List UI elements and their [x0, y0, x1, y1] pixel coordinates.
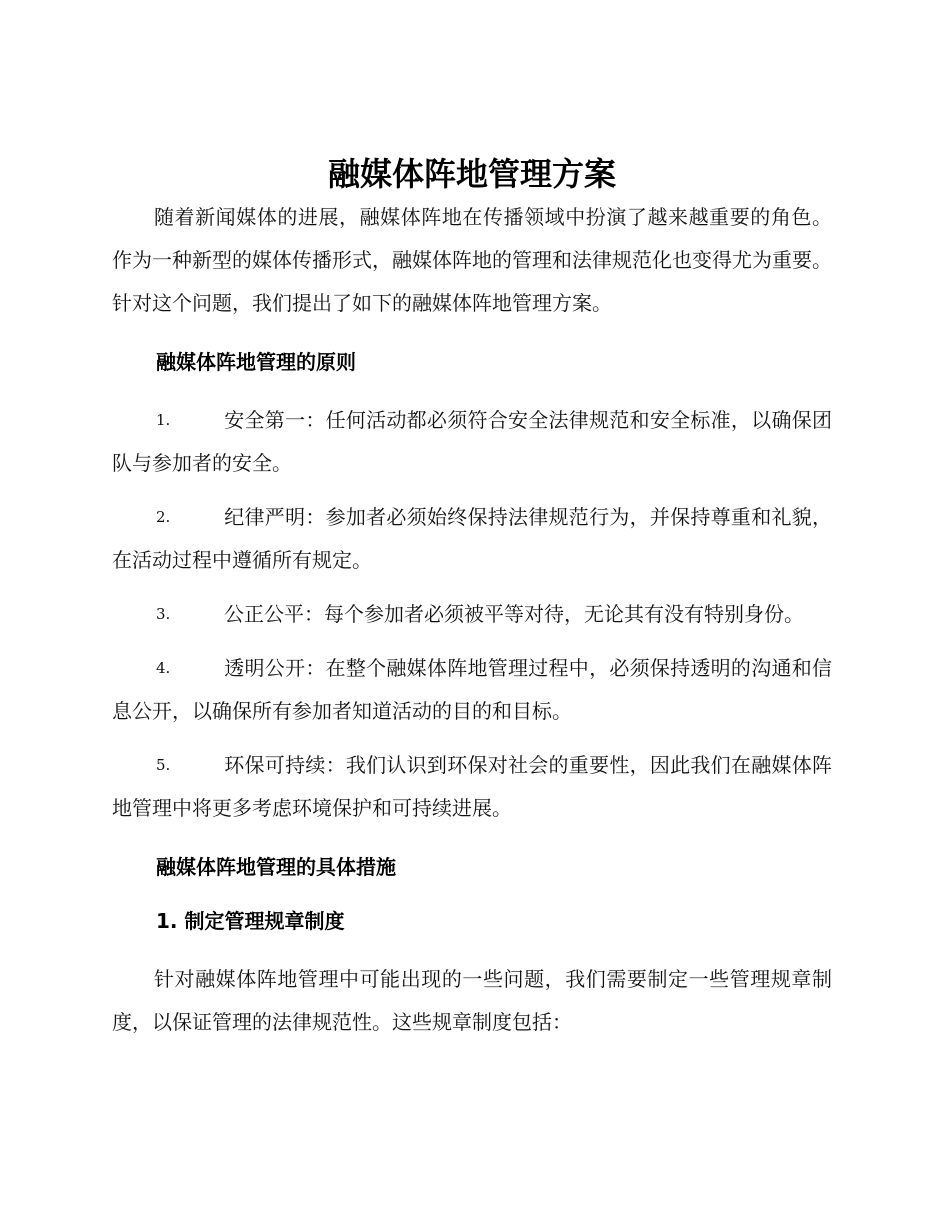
intro-paragraph: 随着新闻媒体的进展，融媒体阵地在传播领域中扮演了越来越重要的角色。作为一种新型的媒体传播形式，融媒体阵地的管理和法律规范化也变得尤为重要。针对这个问题，我们提出了如下的融媒体阵地管理方案。 — [112, 205, 832, 315]
section-heading-principles: 融媒体阵地管理的原则 — [156, 350, 356, 374]
principle-item — [112, 496, 832, 582]
regulations-paragraph: 针对融媒体阵地管理中可能出现的一些问题，我们需要制定一些管理规章制度，以保证管理的法律规范性。这些规章制度包括： — [112, 967, 832, 1034]
principle-number: 5. — [156, 756, 171, 774]
principle-text: 安全第一：任何活动都必须符合安全法律规范和安全标准，以确保团队与参加者的安全。 — [112, 408, 832, 475]
principle-item — [112, 744, 832, 830]
principle-item — [112, 399, 832, 485]
principle-text: 环保可持续：我们认识到环保对社会的重要性，因此我们在融媒体阵地管理中将更多考虑环境保护和可持续进展。 — [112, 753, 832, 820]
principle-item — [112, 647, 832, 733]
document-title: 融媒体阵地管理方案 — [327, 155, 616, 193]
principles-list — [112, 399, 832, 830]
principle-number: 4. — [156, 659, 171, 677]
principle-item — [112, 593, 832, 636]
principle-number: 2. — [156, 508, 171, 526]
principle-number: 3. — [156, 605, 171, 623]
principle-text: 公正公平：每个参加者必须被平等对待，无论其有没有特别身份。 — [224, 602, 804, 626]
principle-text: 透明公开：在整个融媒体阵地管理过程中，必须保持透明的沟通和信息公开，以确保所有参加者知道活动的目的和目标。 — [112, 656, 832, 723]
principle-text: 纪律严明：参加者必须始终保持法律规范行为，并保持尊重和礼貌，在活动过程中遵循所有规定。 — [112, 505, 832, 572]
document-content — [112, 152, 832, 1044]
section-heading-measures: 融媒体阵地管理的具体措施 — [156, 855, 396, 879]
principle-number: 1. — [156, 411, 171, 429]
subsection-heading-regulations: 1. 制定管理规章制度 — [156, 909, 345, 933]
